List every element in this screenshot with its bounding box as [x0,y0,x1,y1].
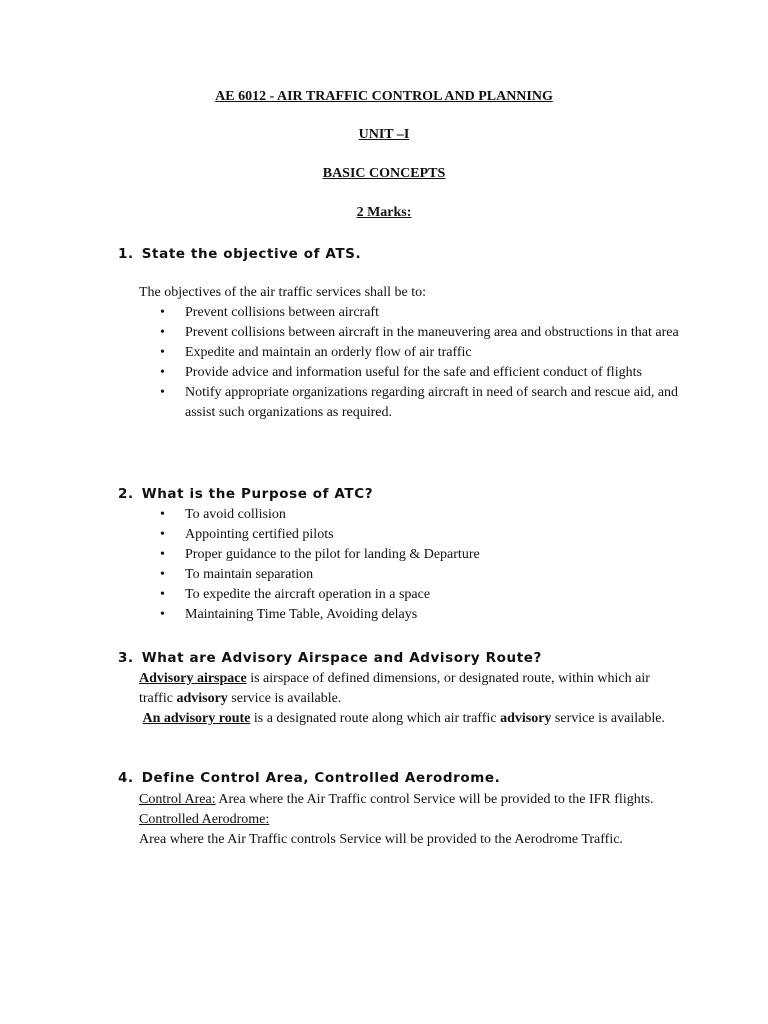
list-item: • Prevent collisions between aircraft [160,303,680,323]
advisory-route-paragraph [139,709,679,729]
question-1-heading [118,245,361,263]
question-2-bullet-list [160,505,680,625]
question-title: What is the Purpose of ATC? [141,486,374,502]
course-title-text: AE 6012 - AIR TRAFFIC CONTROL AND PLANNING [215,89,553,104]
list-item: • Proper guidance to the pilot for landing & Departure [160,545,680,565]
paragraph-text: is airspace of defined dimensions, or designated route, within which air traffic [139,671,650,706]
bold-word: advisory [176,691,228,706]
question-number: 4. [118,770,134,786]
question-title: Define Control Area, Controlled Aerodrome. [141,770,501,786]
bold-word: advisory [500,711,552,726]
list-item: • Prevent collisions between aircraft in the maneuvering area and obstructions in that area [160,323,680,343]
term-advisory-airspace: Advisory airspace [139,671,247,686]
paragraph-text: is a designated route along which air traffic [250,711,501,726]
question-3-heading [118,649,542,667]
paragraph-text: service is available. [227,691,342,706]
question-number: 3. [118,650,134,666]
list-item: • To maintain separation [160,565,680,585]
controlled-aerodrome-term-line [139,810,679,830]
list-item: • Maintaining Time Table, Avoiding delays [160,605,680,625]
controlled-aerodrome-paragraph: Area where the Air Traffic controls Service will be provided to the Aerodrome Traffic. [139,832,623,847]
question-title: What are Advisory Airspace and Advisory Route? [141,650,542,666]
list-item: • Expedite and maintain an orderly flow of air traffic [160,343,680,363]
question-3-answer [139,669,679,729]
list-item: • Provide advice and information useful for the safe and efficient conduct of flights [160,363,680,383]
section-heading [0,165,768,183]
question-number: 1. [118,246,134,262]
question-4-answer [139,790,679,850]
question-1-bullet-list [160,303,680,423]
paragraph-text: service is available. [551,711,665,726]
list-item: • To avoid collision [160,505,680,525]
term-controlled-aerodrome: Controlled Aerodrome: [139,812,270,827]
question-title: State the objective of ATS. [141,246,362,262]
term-advisory-route: An advisory route [142,711,251,726]
question-number: 2. [118,486,134,502]
control-area-paragraph [139,790,679,810]
term-control-area: Control Area: [139,792,216,807]
marks-heading-text: 2 Marks: [356,205,412,220]
advisory-airspace-paragraph [139,669,679,709]
list-item: • Appointing certified pilots [160,525,680,545]
paragraph-text: Area where the Air Traffic control Service will be provided to the IFR flights. [215,792,654,807]
list-item: • To expedite the aircraft operation in a space [160,585,680,605]
section-heading-text: BASIC CONCEPTS [322,166,446,181]
question-4-heading [118,769,500,787]
question-1-intro: The objectives of the air traffic services shall be to: [139,285,427,300]
unit-heading [0,126,768,144]
unit-heading-text: UNIT –I [358,127,410,142]
marks-heading [0,204,768,222]
question-2-heading [118,485,373,503]
course-title [0,88,768,106]
list-item: • Notify appropriate organizations regarding aircraft in need of search and rescue aid, and assist such organizations as required. [160,383,680,423]
